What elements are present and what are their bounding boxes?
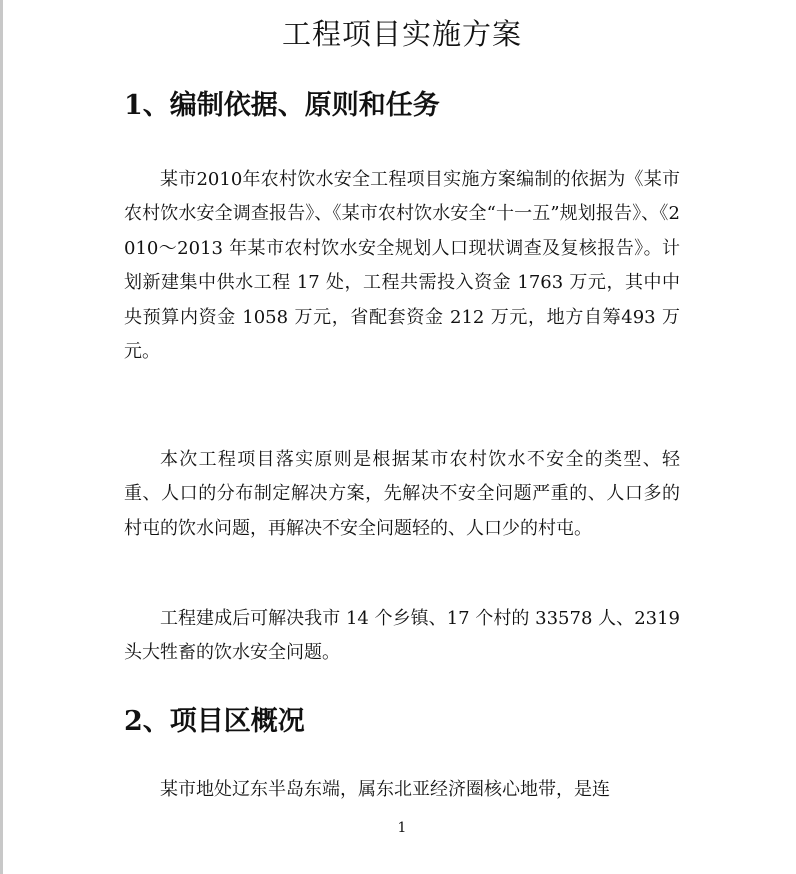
- paragraph-principle: 本次工程项目落实原则是根据某市农村饮水不安全的类型、轻重、人口的分布制定解决方案，先解决不安全问题严重的、人口多的村屯的饮水问题，再解决不安全问题轻的、人口少的村屯。: [124, 449, 680, 539]
- paragraph-outcome: 工程建成后可解决我市 14 个乡镇、17 个村的 33578 人、2319 头大牲畜的饮水安全问题。: [124, 608, 680, 664]
- page-edge-rule: [0, 0, 3, 874]
- section-heading-1: 1、编制依据、原则和任务: [124, 90, 440, 121]
- section-heading-2: 2、项目区概况: [124, 706, 305, 737]
- page-number: 1: [397, 820, 407, 836]
- paragraph-basis: 某市2010年农村饮水安全工程项目实施方案编制的依据为《某市农村饮水安全调查报告》、《某市农村饮水安全“十一五”规划报告》、《2010～2013 年某市农村饮水安全规划人口现状调查及复核报告》。计划新建集中供水工程 17 处，工程共需投入资金 1763 万元，其中中央预算内资金 1058 万元，省配套资金 212 万元，地方自筹493 万元。: [124, 169, 680, 363]
- document-title: 工程项目实施方案: [281, 17, 522, 51]
- paragraph-overview: 某市地处辽东半岛东端，属东北亚经济圈核心地带，是连: [160, 779, 610, 800]
- document-page: [124, 0, 680, 874]
